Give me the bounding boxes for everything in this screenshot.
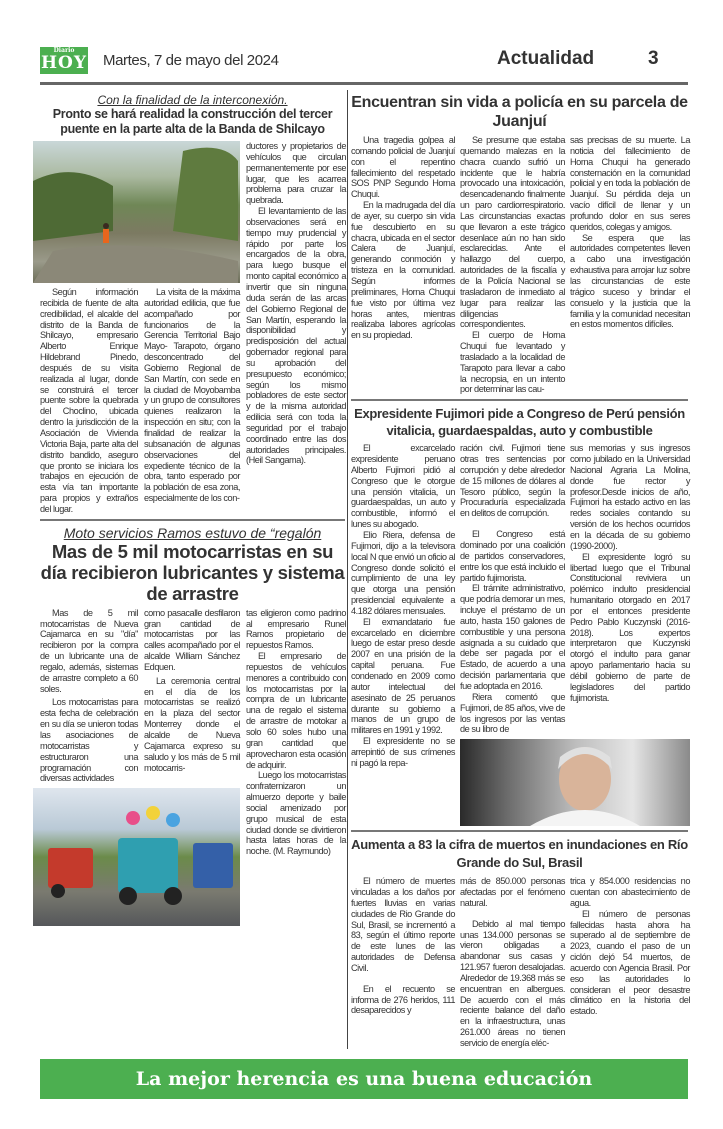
paragraph: Según información recibida de fuente de alta credibilidad, el alcalde del distrito de la Banda de Shilcayo, empresario Alberto Enrique Hildebrand Pinedo, después de su visita realizada al lugar, donde se construirá el tercer puente sobre la quebrada del Choclino, ubicada dentro la jurisdicción de la Asociación de Vivienda Victoria Baja, parte alta del distrito bandido, aseguro que pronto se iniciara los trabajos en ejecución de esta vía tan importante para propios y extraños del lugar. (40, 287, 138, 514)
article-motocarristas (40, 525, 345, 927)
article-headline: Mas de 5 mil motocarristas en su día recibieron lubricantes y sistema de arrastre (40, 540, 345, 604)
article-body (351, 876, 688, 1049)
paragraph: ración civil. Fujimori tiene otras tres sentencias por corrupción y debe alrededor de 15 millones de dólares al Tesoro público, según la Procuraduría especializada en delitos de corrupción. (460, 443, 565, 519)
paragraph: Mas de 5 mil motocarristas de Nueva Cajamarca en su "día" recibieron por la compra de un lubricante una de regalo, además, sistemas de arrastre completo a 60 soles. (40, 607, 138, 694)
article-body (40, 141, 345, 515)
article-column (570, 876, 690, 1049)
fujimori-photo (460, 739, 690, 826)
paragraph: Los motocarristas para esta fecha de celebración en su día se unieron todas las asociaciones de motocarristas y estructuraron una programación con diversas actividades (40, 697, 138, 784)
article-rule (351, 830, 688, 832)
article-rule (351, 399, 688, 401)
photo-illustration (33, 788, 238, 926)
article-brasil (351, 836, 688, 1049)
logo-small-text: Diario (53, 46, 75, 54)
article-fujimori (351, 405, 688, 826)
article-column (144, 608, 240, 785)
article-column (460, 135, 565, 395)
paragraph: La visita de la máxima autoridad edilicia, que fue acompañado por funcionarios de la Gerencia Territorial Bajo Mayo- Tarapoto, órgano desconcentrado del Gobierno Regional de San Martín, con sede en la ciudad de Moyobamba y un grupo de consultores quienes realizaron la inspección en situ; con la finalidad de realizar la subsanación de algunas observaciones del expediente técnico de la obra, tanto esperado por la población de esa zona, especialmente de los con- (144, 287, 240, 504)
header-rule (40, 82, 688, 85)
paragraph: El levantamiento de las observaciones será en tiempo muy prudencial y rápido por parte los encargados de la obra, para luego busque el monto capital económico a invertir que sin ninguna duda serán de las arcas del Gobierno Regional de San Martín, esperando la disponibilidad y predisposición del actual gobernador regional para su aprobación del presupuesto económico; según los mismo pobladores de este sector y de la misma autoridad edilicia será con toda la seguridad por el trabajo coordinado entre las dos autoridades principales. (Heil Sangama). (246, 206, 346, 466)
article-column (246, 141, 346, 515)
newspaper-logo (40, 47, 88, 74)
paragraph: sas precisas de su muerte. La noticia del fallecimiento de Horna Chuqui ha generado consternación en la comunidad policial y en toda la población de Juanjuí. Su pérdida deja un vacío difícil de llenar y un profundo dolor en sus seres queridos, colegas y amigos. (570, 135, 690, 232)
paragraph: como pasacalle desfilaron gran cantidad de motocarristas por las calles acompañado por el alcalde William Sánchez Edquen. (144, 607, 240, 672)
paragraph: sus memorias y sus ingresos como jubilado en la Universidad Nacional Agraria La Molina, donde fue rector y profesor.Desde inicios de año, Fujimori ha estado activo en las redes sociales contando su versión de los hechos ocurridos en la década de su gobierno (1990-2000). (570, 443, 690, 551)
newspaper-page (40, 0, 688, 1129)
paragraph: Debido al mal tiempo unas 134.000 personas se vieron obligadas a abandonar sus casas y 121.957 fueron desalojadas. Alrededor de 19.368 más se encuentran en albergues. De acuerdo con el más reciente balance del daño en la infraestructura, unas 261.000 áreas no tienen servicio de energía eléc- (460, 918, 565, 1048)
paragraph: tas eligieron como padrino al empresario Runel Ramos propietario de repuestos Ramos. (246, 607, 346, 651)
article-column (246, 608, 346, 927)
paragraph: Elio Riera, defensa de Fujimori, dijo a la televisora local N que envió un oficio al Congreso donde solicitó el cumplimiento de una ley que otorga una pensión presidencial equivalente a 4.182 dólares mensuales. (351, 530, 455, 616)
paragraph: Se espera que las autoridades competentes lleven a cabo una investigación exhaustiva para arrojar luz sobre las circunstancias de este trágico suceso y brindar el consuelo y la justicia que la familia y la comunidad necesitan en estos momentos difíciles. (570, 232, 690, 330)
paragraph: El trámite administrativo, que podría demorar un mes, incluye el préstamo de un auto, hasta 150 galones de combustible y una persona asignada a su cuidado que debe ser pagada por el Estado, de acuerdo a una decisión parlamentaria que fue adoptada en 2016. (460, 583, 565, 691)
paragraph: Se presume que estaba quemando malezas en la chacra cuando sufrió un incidente que le habría provocado una intoxicación, desencadenando finalmente un paro cardiorrespiratorio. Las circunstancias exactas que llevaron a este trágico desenlace aún no han sido esclarecidas. Ante el hallazgo del cuerpo, autoridades de la fiscalía y de la Policía Nacional se trasladaron de inmediato al lugar para realizar las diligencias correspondientes. (460, 135, 565, 330)
photo-illustration (460, 739, 690, 826)
right-column (347, 90, 688, 1049)
bridge-site-photo (33, 141, 240, 283)
article-column (351, 443, 455, 826)
article-column (144, 287, 240, 515)
paragraph: El Congreso está dominado por una coalición de partidos conservadores, entre los que está incluido el partido fujimorista. (460, 529, 565, 583)
page-header (40, 45, 688, 75)
article-column (570, 135, 690, 395)
paragraph: El expresidente no se arrepintió de sus crímenes ni pagó la repa- (351, 736, 455, 768)
section-title: Actualidad (497, 48, 595, 69)
article-column (460, 876, 565, 1049)
left-column (40, 90, 347, 1049)
article-kicker: Moto servicios Ramos estuvo de “regalón (63, 524, 322, 541)
article-headline: Pronto se hará realidad la construcción del tercer puente en la parte alta de la Banda de Shilcayo (52, 107, 333, 136)
motocarristas-photo (33, 788, 240, 926)
paragraph: En el recuento se informa de 276 heridos, 111 desaparecidos y (351, 983, 455, 1016)
article-column (40, 287, 138, 515)
page-number: 3 (648, 48, 659, 69)
photo-illustration (33, 141, 238, 283)
paragraph: Una tragedia golpea al comando policial de Juanjuí con el repentino fallecimiento del respetado SOS PNP Segundo Horna Chuqui. (351, 135, 455, 200)
article-kicker: Con la finalidad de la interconexión. (97, 93, 288, 107)
paragraph: El cuerpo de Horna Chuqui fue levantado y trasladado a la localidad de Tarapoto para llevar a cabo la necropsia, en un intento por determinar las cau- (460, 330, 565, 395)
article-column (351, 876, 455, 1049)
paragraph: Luego los motocarristas confraternizaron un almuerzo deporte y baile social amenizado por grupo musical de esta ciudad donde se divirtieron hasta latas horas de la noche. (M. Raymundo) (246, 770, 346, 857)
paragraph: Riera comentó que Fujimori, de 85 años, vive de los ingresos por las ventas de su libro de (460, 691, 565, 735)
paragraph: El empresario de repuestos de vehículos menores a contribuido con los motocarristas por la compra de un lubricante una de regalo el sistema de arrastre de motokar a solo 60 soles hubo una gran cantidad que aprovecharon esta ocasión de adquirir. (246, 651, 346, 770)
article-headline: Expresidente Fujimori pide a Congreso de Perú pensión vitalicia, guardaespaldas, auto y combustible (354, 406, 685, 439)
article-headline: Aumenta a 83 la cifra de muertos en inundaciones en Río Grande do Sul, Brasil (351, 837, 688, 871)
page-body (40, 90, 688, 1049)
paragraph: El número de muertes vinculadas a los daños por fuertes lluvias en varias ciudades de Rio Grande do Sul, Brasil, se incrementó a 83, según el último reporte de este lunes de las autoridades de Defensa Civil. (351, 876, 455, 973)
article-body (351, 443, 688, 826)
article-column (460, 443, 565, 735)
article-column (351, 135, 455, 395)
paragraph: ductores y propietarios de vehículos que circulan permanentemente por ese lugar, que les acarrea problema para cruzar la quebrada. (246, 141, 346, 206)
article-policia (351, 93, 688, 395)
article-body (40, 608, 345, 927)
article-bridge (40, 93, 345, 515)
paragraph: En la madrugada del día de ayer, su cuerpo sin vida fue descubierto en su chacra, ubicada en el sector Calera de Juanjuí, generando conmoción y tristeza en la comunidad. Según informes preliminares, Horna Chuqui fue visto por última vez horas antes, mientras realizaba labores agrícolas en su propiedad. (351, 200, 455, 341)
paragraph: El número de personas fallecidas hasta ahora ha superado al de septiembre de 2023, cuando el paso de un ciclón dejó 54 muertos, de acuerdo con Agencia Brasil. Por eso las autoridades lo consideran el peor desastre climático en la historia del estado. (570, 908, 690, 1017)
article-column (40, 608, 138, 785)
paragraph: La ceremonia central en el día de los motocarristas se realizó en la plaza del sector Monterrey donde el alcalde de Nueva Cajamarca expreso su saludo y los más de 5 mil motocarris- (144, 675, 240, 773)
article-body (351, 135, 688, 395)
paragraph: El exmandatario fue excarcelado en diciembre luego de estar preso desde 2007 en una prisión de la capital peruana. Fue condenado en 2009 como autor intelectual del asesinato de 25 peruanos durante su gobierno a manos de un grupo de militares en 1991 y 1992. (351, 616, 455, 736)
paragraph: más de 850.000 personas afectadas por el fenómeno natural. (460, 876, 565, 908)
paragraph: El excarcelado expresidente peruano Alberto Fujimori pidió al Congreso que le otorgue una pensión vitalicia, un guardaespaldas, un auto y combustible, informó el lunes su abogado. (351, 443, 455, 530)
logo-big-text: HOY (40, 52, 87, 73)
paragraph: El expresidente logró su libertad luego que el Tribunal Constitucional reviviera un polémico indulto presidencial humanitario otorgado en 2017 por el entonces presidente Pedro Pablo Kuczynski (2016-2018). Los expertos interpretaron que Kuczynski otorgó el indulto para ganar apoyo parlamentario hacia su débil gobierno de parte de legisladores del partido fujimorista. (570, 551, 690, 703)
article-headline: Encuentran sin vida a policía en su parcela de Juanjuí (351, 94, 688, 130)
issue-date: Martes, 7 de mayo del 2024 (103, 51, 279, 69)
article-rule (40, 519, 345, 521)
footer-slogan-banner: La mejor herencia es una buena educación (40, 1059, 688, 1099)
article-column (570, 443, 690, 735)
paragraph: trica y 854.000 residencias no cuentan con abastecimiento de agua. (570, 876, 690, 908)
